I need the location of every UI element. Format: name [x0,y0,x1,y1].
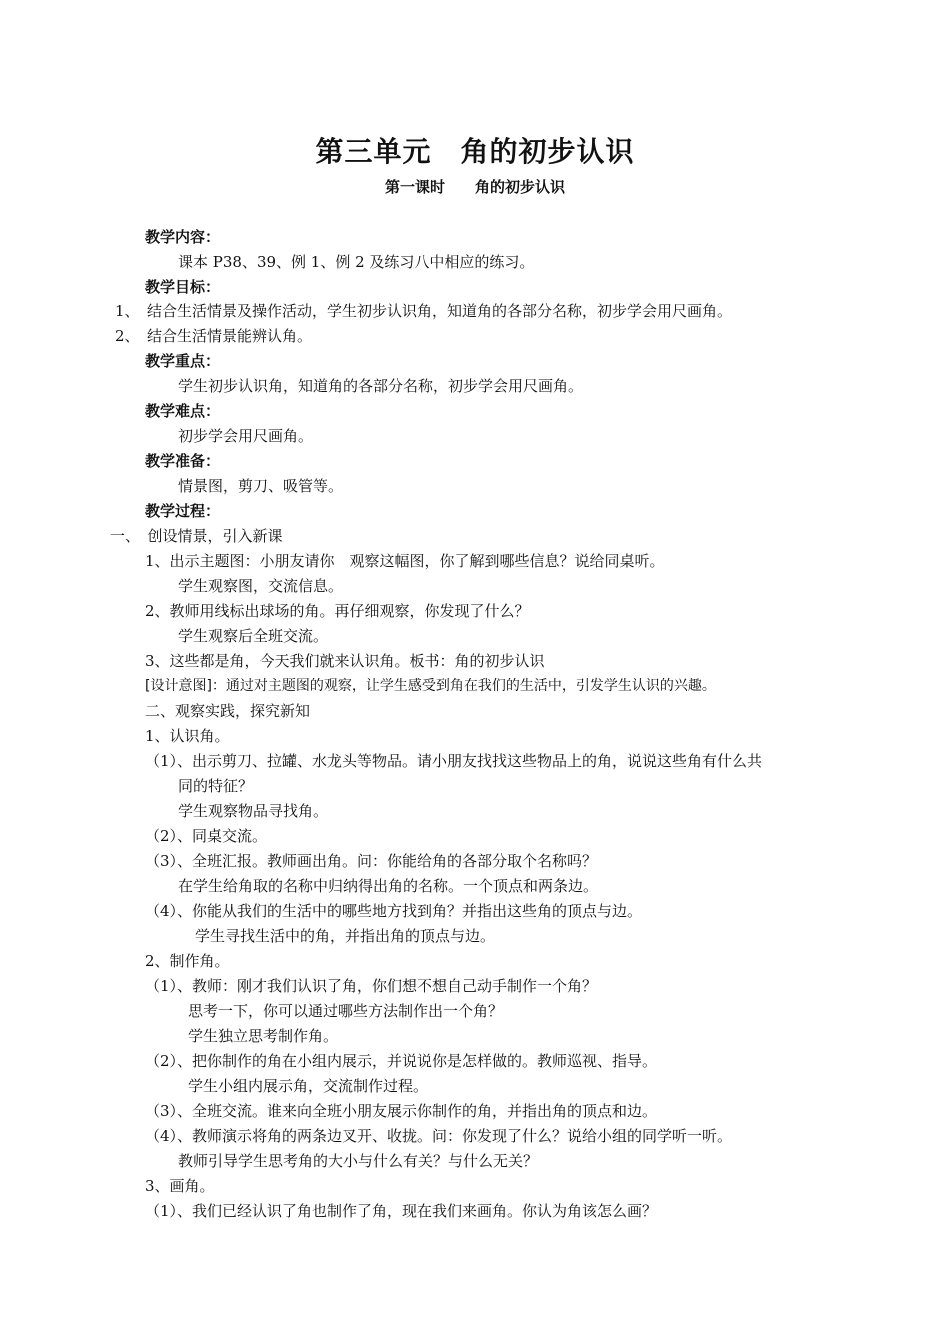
text-line: （2）、把你制作的角在小组内展示，并说说你是怎样做的。教师巡视、指导。 [145,1052,658,1070]
text-line: 学生初步认识角，知道角的各部分名称，初步学会用尺画角。 [178,377,584,395]
text-line: （1）、我们已经认识了角也制作了角，现在我们来画角。你认为角该怎么画？ [145,1202,658,1220]
text-line: （4）、你能从我们的生活中的哪些地方找到角？并指出这些角的顶点与边。 [145,902,643,920]
page-title: 第三单元 角的初步认识 [315,135,635,168]
text-line: 学生独立思考制作角。 [188,1027,339,1045]
text-line: （3）、全班交流。谁来向全班小朋友展示你制作的角，并指出角的顶点和边。 [145,1102,658,1120]
text-line: （2）、同桌交流。 [145,827,268,845]
section-heading-1: 一、 创设情景，引入新课 [110,527,283,545]
text-line: 学生观察物品寻找角。 [178,802,329,820]
text-line: 学生小组内展示角，交流制作过程。 [188,1077,429,1095]
text-line: 1、出示主题图：小朋友请你 观察这幅图，你了解到哪些信息？说给同桌听。 [145,552,665,570]
heading-difficulty: 教学难点： [145,402,221,420]
text-line: 情景图，剪刀、吸管等。 [178,477,344,495]
design-intent-note: [设计意图]：通过对主题图的观察，让学生感受到角在我们的生活中，引发学生认识的兴趣。 [145,678,716,694]
text-line: 教师引导学生思考角的大小与什么有关？与什么无关？ [178,1152,539,1170]
heading-goals: 教学目标： [145,278,221,296]
text-line: 学生观察后全班交流。 [178,627,329,645]
text-line: 同的特征？ [178,777,254,795]
text-line: （1）、教师：刚才我们认识了角，你们想不想自己动手制作一个角？ [145,977,598,995]
text-line: 学生寻找生活中的角，并指出角的顶点与边。 [195,927,496,945]
text-line: 学生观察图，交流信息。 [178,577,344,595]
text-line: 3、这些都是角，今天我们就来认识角。板书：角的初步认识 [145,652,545,670]
section-heading-2: 二、观察实践，探究新知 [145,702,311,720]
text-line: （3）、全班汇报。教师画出角。问：你能给角的各部分取个名称吗？ [145,852,598,870]
text-line: 在学生给角取的名称中归纳得出角的名称。一个顶点和两条边。 [178,877,599,895]
text-line: 课本 P38、39、例 1、例 2 及练习八中相应的练习。 [178,253,535,271]
heading-content: 教学内容： [145,228,221,246]
goal-item-1: 1、 结合生活情景及操作活动，学生初步认识角，知道角的各部分名称，初步学会用尺画角。 [115,302,733,320]
text-line: 思考一下，你可以通过哪些方法制作出一个角？ [188,1002,504,1020]
heading-key-points: 教学重点： [145,352,221,370]
text-line: （1）、出示剪刀、拉罐、水龙头等物品。请小朋友找找这些物品上的角，说说这些角有什么共 [145,752,763,770]
page-subtitle: 第一课时 角的初步认识 [384,178,565,196]
heading-process: 教学过程： [145,502,221,520]
text-line: 1、认识角。 [145,727,230,745]
text-line: 3、画角。 [145,1177,215,1195]
heading-preparation: 教学准备： [145,452,221,470]
text-line: 2、制作角。 [145,952,230,970]
goal-item-2: 2、 结合生活情景能辨认角。 [115,327,313,345]
text-line: 2、教师用线标出球场的角。再仔细观察，你发现了什么？ [145,602,530,620]
text-line: （4）、教师演示将角的两条边叉开、收拢。问：你发现了什么？说给小组的同学听一听。 [145,1127,733,1145]
text-line: 初步学会用尺画角。 [178,427,314,445]
